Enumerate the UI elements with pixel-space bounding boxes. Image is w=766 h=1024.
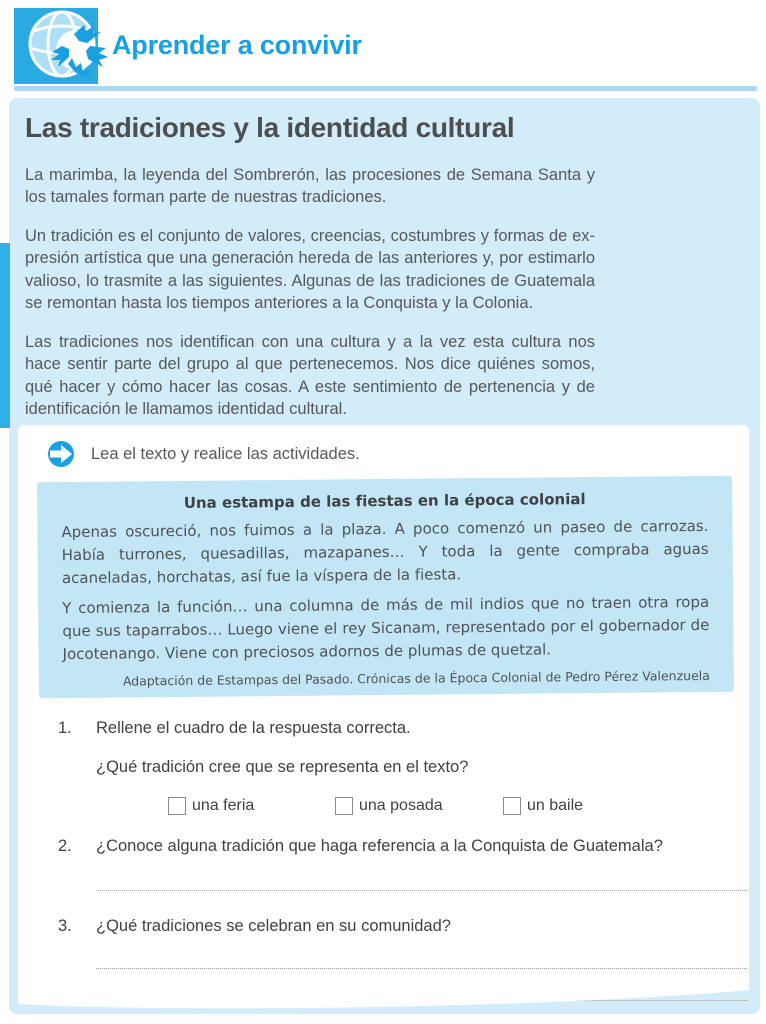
reading-paragraph: Y comienza la función… una columna de más de mil indios que no traen otra ropa que sus taparrabos… Luego viene el rey Sicanam, representado por el gobernador de Jocotenango. Viene con preciosos adornos de plumas de quetzal. [62,593,710,664]
option-una-posada [335,797,503,815]
checkbox-un-baile[interactable] [503,797,521,815]
instruction-label: Lea el texto y realice las actividades. [91,445,360,463]
reading-title: Una estampa de las fiestas en la época colonial [183,490,586,512]
option-label: una feria [192,796,255,814]
options-row [168,797,747,815]
answer-line[interactable] [96,890,747,891]
activity-instruction [18,425,749,467]
option-una-feria [168,797,335,815]
page-edge-tab [0,243,10,428]
checkbox-una-posada[interactable] [335,797,353,815]
page-title: Aprender a convivir [112,30,362,60]
arrow-right-icon [48,441,74,467]
option-label: una posada [359,796,443,814]
checkbox-una-feria[interactable] [168,797,186,815]
lesson-paragraph: Un tradición es el conjunto de valores, creencias, costumbres y formas de expresión artística que una generación hereda de las anteriores y, por estimarlo valioso, lo trasmite a las siguientes. Algunas de las tradiciones de Guatemala se remontan hasta los tiempos anteriores a la Conquista y la Colonia. [25,226,595,313]
lesson-paragraph: Las tradiciones nos identifican con una cultura y a la vez esta cultura nos hace sentir parte del grupo al que pertenecemos. Nos dice quiénes somos, qué hacer y cómo hacer las cosas. A este sentimiento de pertenencia y de identificación le llamamos identidad cultural. [25,332,595,418]
question-number: 2. [58,836,72,855]
header-divider [14,86,757,91]
question-number: 1. [58,718,72,737]
questions-list [58,719,747,1001]
reading-paragraph: Apenas oscureció, nos fuimos a la plaza. A poco comenzó un paseo de carrozas. Había turrones, quesadillas, mazapanes… Y toda la gente compraba aguas acaneladas, horchatas, así fue la víspera de la fiesta. [61,516,709,587]
card-bottom-curve [18,984,749,1016]
question-2 [58,837,747,891]
question-1 [58,719,747,815]
option-un-baile [503,797,583,815]
sub-question-text: ¿Qué tradición cree que se representa en el texto? [96,757,469,776]
lesson-paragraph: La marimba, la leyenda del Sombrerón, las procesiones de Semana Santa y los tamales forman parte de nuestras tradiciones. [25,166,595,207]
question-text: ¿Conoce alguna tradición que haga referencia a la Conquista de Guatemala? [96,836,663,855]
answer-line[interactable] [96,968,747,969]
reading-passage [37,476,734,698]
lesson-title: Las tradiciones y la identidad cultural [25,112,515,143]
question-text: ¿Qué tradiciones se celebran en su comunidad? [96,916,451,935]
globe-hands-logo-icon [14,8,124,88]
reading-attribution: Adaptación de Estampas del Pasado. Crónicas de la Época Colonial de Pedro Pérez Valenzuela [122,667,710,689]
option-label: un baile [527,796,584,814]
question-number: 3. [58,916,72,935]
question-text: Rellene el cuadro de la respuesta correcta. [96,718,411,737]
activity-card [18,425,749,985]
